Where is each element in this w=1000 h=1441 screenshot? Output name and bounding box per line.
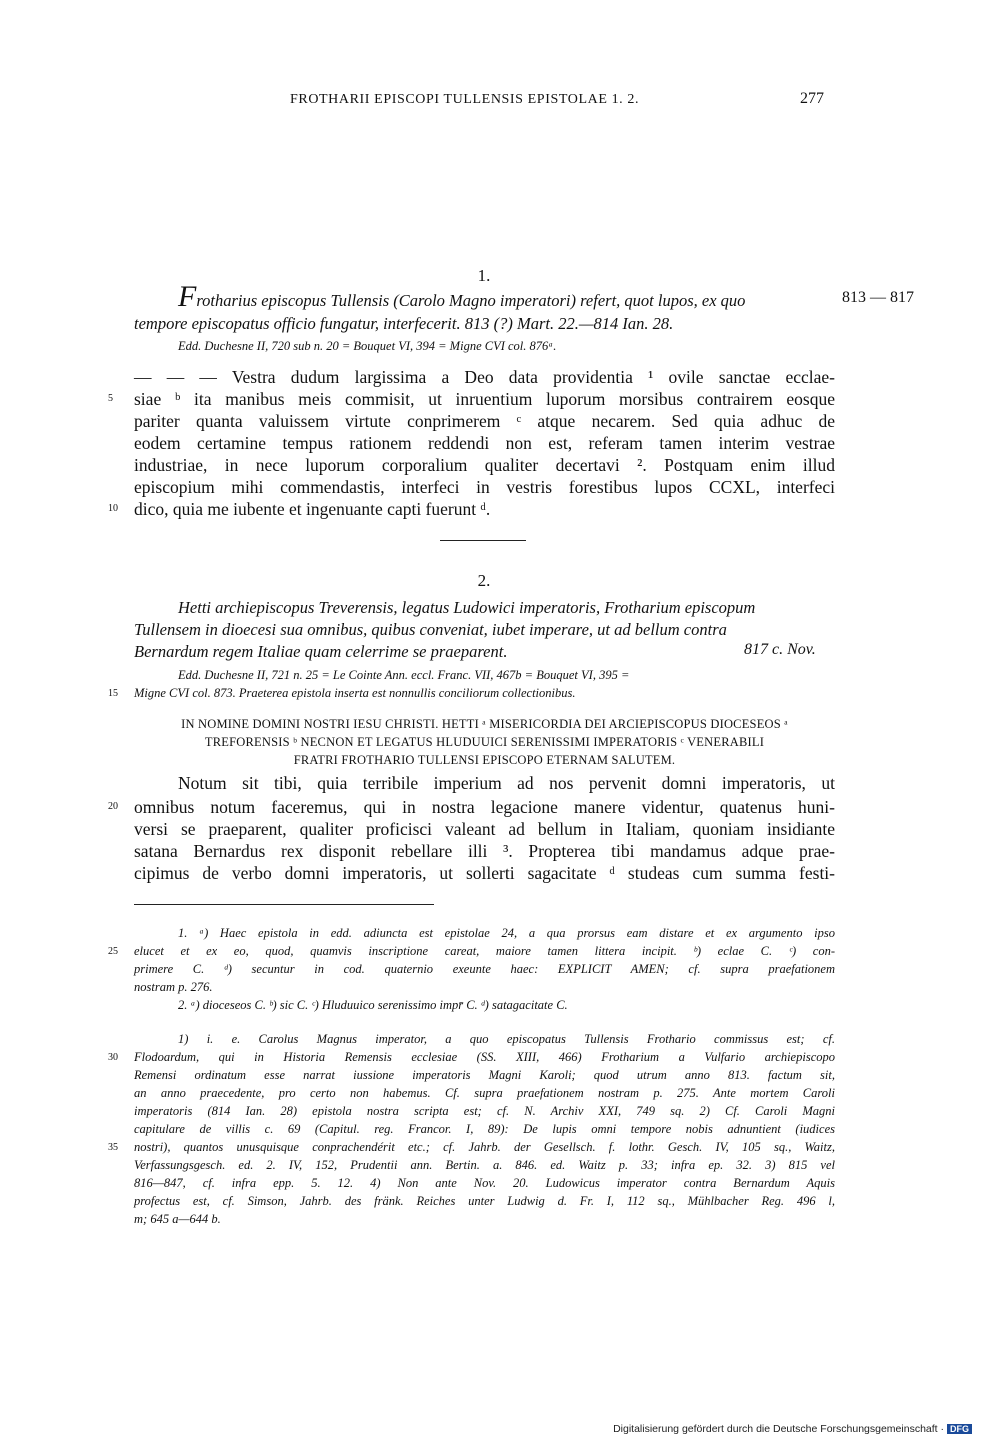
historical-note-line: 816—847, cf. infra epp. 5. 12. 4) Non ante Nov. 20. Ludowicus imperator contra Bernardum Aquis — [134, 1176, 835, 1190]
letter-2-regest-line: Hetti archiepiscopus Treverensis, legatus Ludowici imperatoris, Frotharium episcopum — [178, 598, 756, 617]
critical-note-line: nostram p. 276. — [134, 980, 213, 994]
letter-2-text-line: versi se praeparent, qualiter proficisci valeant ad bellum in Italiam, quoniam insidiante — [134, 819, 835, 839]
letter-2-number: 2. — [477, 571, 491, 590]
letter-1-text-line: episcopium mihi commendastis, interfeci in vestris forestibus lupos CCXL, interfeci — [134, 477, 835, 497]
letter-2-text-line: cipimus de verbo domni imperatoris, ut sollerti sagacitate ᵈ studeas cum summa festi- — [134, 863, 835, 883]
historical-note-line: Remensi ordinatum esse narrat iussione imperatoris Magni Karoli; quod utrum anno 813. factum sit, — [134, 1068, 835, 1082]
footer-text: Digitalisierung gefördert durch die Deutsche Forschungsgemeinschaft · — [613, 1423, 944, 1435]
letter-2-editions: Migne CVI col. 873. Praeterea epistola inserta est nonnullis conciliorum collectionibus. — [134, 686, 576, 700]
historical-note-line: Flodoardum, qui in Historia Remensis ecclesiae (SS. XIII, 466) Frotharium a Vulfario archiepiscopo — [134, 1050, 835, 1064]
letter-1-text-line: pariter quanta valuissem virtute conprimerem ᶜ atque necarem. Sed quia adhuc de — [134, 411, 835, 431]
footnote-rule — [134, 904, 434, 905]
letter-1-date-margin: 813 — 817 — [842, 289, 914, 306]
letter-1-text-line: — — — Vestra dudum largissima a Deo data providentia ¹ ovile sanctae ecclae- — [134, 367, 835, 387]
letter-2-text-line: satana Bernardus rex disponit rebellare illi ³. Propterea tibi mandamus adque prae- — [134, 841, 835, 861]
running-title: FROTHARII EPISCOPI TULLENSIS EPISTOLAE 1. 2. — [290, 92, 640, 107]
letter-2-address: TREFORENSIS ᵇ NECNON ET LEGATUS HLUDUUICI SERENISSIMI IMPERATORIS ᶜ VENERABILI — [204, 735, 765, 749]
letter-2-regest-line: Tullensem in dioecesi sua omnibus, quibus conveniat, iubet imperare, ut ad bellum contra — [134, 620, 727, 639]
letter-1-regest-line-2: tempore episcopatus officio fungatur, interfecerit. 813 (?) Mart. 22.—814 Ian. 28. — [134, 314, 674, 333]
letter-2-address: FRATRI FROTHARIO TULLENSI EPISCOPO ETERNAM SALUTEM. — [293, 753, 676, 767]
letter-1-text-line: dico, quia me iubente et ingenuante capti fuerunt ᵈ. — [134, 499, 491, 519]
historical-note-line: imperatoris (814 Ian. 28) epistola nostra scripta est; cf. N. Archiv XXI, 749 sq. 2) Cf. Caroli Magni — [134, 1104, 835, 1118]
letter-2-date: 817 c. Nov. — [744, 641, 816, 658]
drop-cap-initial: F — [178, 280, 197, 313]
line-number: 15 — [108, 688, 118, 699]
letter-1-editions: Edd. Duchesne II, 720 sub n. 20 = Bouquet VI, 394 = Migne CVI col. 876ᵃ. — [178, 339, 557, 353]
page-number: 277 — [800, 90, 824, 107]
critical-note-line: 1. ᵃ) Haec epistola in edd. adiuncta est epistolae 24, a qua prorsus eam distare et ex argumento ipso — [178, 926, 835, 940]
dfg-logo: DFG — [947, 1424, 972, 1434]
critical-note-line: elucet et ex eo, quod, quamvis inscriptione careat, maiore tamen littera incipit. ᵇ) eclae C. ᶜ) con- — [134, 944, 835, 958]
letter-2-editions: Edd. Duchesne II, 721 n. 25 = Le Cointe Ann. eccl. Franc. VII, 467b = Bouquet VI, 395 = — [178, 668, 630, 682]
line-number: 25 — [108, 946, 118, 957]
letter-2-text-line: Notum sit tibi, quia terribile imperium ad nos pervenit domni imperatoris, ut — [178, 773, 835, 793]
line-number: 5 — [108, 393, 113, 404]
historical-note-line: 1) i. e. Carolus Magnus imperator, a quo episcopatus Tullensis Frothario commissus est; cf. — [178, 1032, 835, 1046]
letter-1-number: 1. — [477, 266, 491, 285]
historical-note-line: profectus est, cf. Simson, Jahrb. des fränk. Reiches unter Ludwig d. Fr. I, 112 sq., Mühlbacher Reg. 496 l, — [134, 1194, 835, 1208]
letter-1-regest-line-1: Frotharius episcopus Tullensis (Carolo Magno imperatori) refert, quot lupos, ex quo — [178, 280, 746, 313]
letter-2-text-line: omnibus notum faceremus, qui in nostra legacione manere videntur, quatenus huni- — [134, 797, 835, 817]
historical-note-line: nostri), quantos unusquisque conprachendérit etc.; cf. Jahrb. der Gesellsch. f. lothr. Gesch. IV, 105 sq., Waitz, — [134, 1140, 835, 1154]
letter-1-text-line: eodem certamine tempus rationem reddendi non est, referam tamen interim vestrae — [134, 433, 835, 453]
letter-separator — [440, 540, 526, 541]
letter-2-regest-line: Bernardum regem Italiae quam celerrime se praeparent. — [134, 642, 508, 661]
critical-note-line: 2. ᵃ) dioceseos C. ᵇ) sic C. ᶜ) Hluduuico serenissimo impr̄ C. ᵈ) satagacitate C. — [178, 998, 568, 1012]
letter-1-text-line: siae ᵇ ita manibus meis commisit, ut inruentium luporum morsibus contrairem eosque — [134, 389, 835, 409]
line-number: 35 — [108, 1142, 118, 1153]
historical-note-line: Verfassungsgesch. ed. 2. IV, 152, Prudentii ann. Bertin. a. 846. ed. Waitz p. 33; infra ep. 32. 3) 815 vel — [134, 1158, 835, 1172]
funding-footer — [613, 1423, 972, 1435]
historical-note-line: m; 645 a—644 b. — [134, 1212, 221, 1226]
line-number: 20 — [108, 801, 118, 812]
line-number: 10 — [108, 503, 118, 514]
historical-note-line: capitulare de villis c. 69 (Capitul. reg. Francor. I, 89): De lupis omni tempore nobis adnuntient (iudices — [134, 1122, 835, 1136]
letter-1-text-line: industriae, in nece luporum corporalium qualiter decertavi ². Postquam enim illud — [134, 455, 835, 475]
critical-note-line: primere C. ᵈ) secuntur in cod. quaternio exeunte haec: EXPLICIT AMEN; cf. supra praefationem — [134, 962, 835, 976]
letter-2-address: IN NOMINE DOMINI NOSTRI IESU CHRISTI. HETTI ᵃ MISERICORDIA DEI ARCIEPISCOPUS DIOCESEOS ᵃ — [181, 717, 788, 731]
historical-note-line: an anno praecedente, pro certo non habemus. Cf. supra praefationem nostram p. 275. Ante mortem Caroli — [134, 1086, 835, 1100]
line-number: 30 — [108, 1052, 118, 1063]
